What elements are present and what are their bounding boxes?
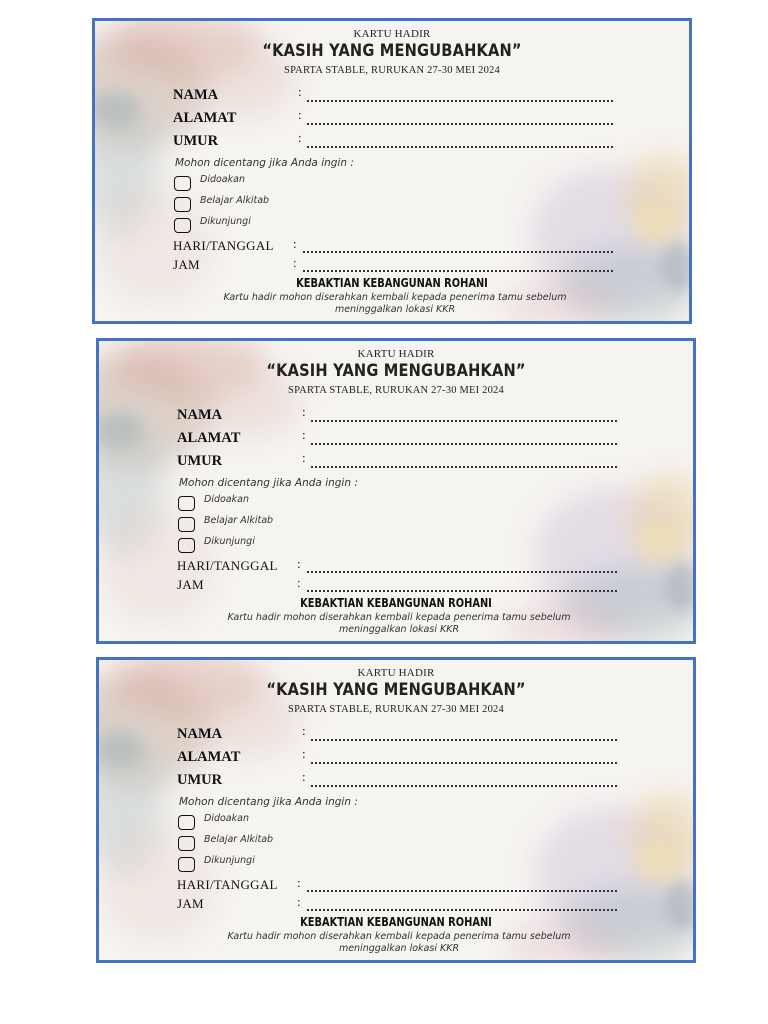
service-name: KEBAKTIAN KEBANGUNAN ROHANI — [300, 915, 492, 929]
name-label: NAMA — [177, 726, 223, 742]
checkbox-instruction: Mohon dicentang jika Anda ingin : — [175, 157, 354, 169]
address-field[interactable] — [173, 107, 613, 130]
day-date-label: HARI/TANGGAL — [173, 238, 274, 253]
field-colon: : — [298, 84, 302, 99]
checkbox-belajar-alkitab[interactable] — [178, 836, 378, 852]
checkbox-label: Dikunjungi — [204, 855, 255, 866]
address-label: ALAMAT — [177, 749, 241, 765]
name-fill-line[interactable] — [311, 739, 617, 741]
address-fill-line[interactable] — [311, 443, 617, 445]
day-date-fill-line[interactable] — [307, 890, 617, 892]
event-title: “KASIH YANG MENGUBAHKAN” — [266, 361, 526, 381]
address-fill-line[interactable] — [311, 762, 617, 764]
time-field[interactable] — [177, 577, 617, 595]
address-field[interactable] — [177, 427, 617, 450]
day-date-field[interactable] — [173, 238, 613, 256]
checkbox-icon[interactable] — [174, 197, 191, 212]
field-colon: : — [297, 575, 301, 590]
card-content — [95, 21, 689, 321]
time-label: JAM — [177, 896, 204, 911]
event-venue-date: SPARTA STABLE, RURUKAN 27-30 MEI 2024 — [288, 704, 504, 715]
age-label: UMUR — [177, 453, 223, 469]
day-date-label: HARI/TANGGAL — [177, 558, 278, 573]
checkbox-icon[interactable] — [178, 836, 195, 851]
checkbox-belajar-alkitab[interactable] — [178, 517, 378, 533]
checkbox-icon[interactable] — [178, 496, 195, 511]
address-label: ALAMAT — [177, 430, 241, 446]
return-note: Kartu hadir mohon diserahkan kembali kepada penerima tamu sebelum meninggalkan lokasi KKR — [227, 931, 571, 954]
checkbox-label: Belajar Alkitab — [204, 515, 274, 526]
name-label: NAMA — [173, 87, 219, 103]
checkbox-label: Belajar Alkitab — [204, 834, 274, 845]
day-date-field[interactable] — [177, 877, 617, 895]
field-colon: : — [297, 875, 301, 890]
event-title: “KASIH YANG MENGUBAHKAN” — [266, 680, 526, 700]
checkbox-label: Belajar Alkitab — [200, 195, 270, 206]
address-fill-line[interactable] — [307, 123, 613, 125]
day-date-label: HARI/TANGGAL — [177, 877, 278, 892]
day-date-fill-line[interactable] — [303, 251, 613, 253]
attendance-card — [96, 338, 696, 644]
field-colon: : — [298, 107, 302, 122]
event-title: “KASIH YANG MENGUBAHKAN” — [262, 41, 522, 61]
age-fill-line[interactable] — [307, 146, 613, 148]
field-colon: : — [302, 769, 306, 784]
name-fill-line[interactable] — [307, 100, 613, 102]
card-type-label: KARTU HADIR — [357, 348, 435, 360]
checkbox-label: Didoakan — [204, 494, 249, 505]
checkbox-dikunjungi[interactable] — [178, 538, 378, 554]
address-field[interactable] — [177, 746, 617, 769]
field-colon: : — [302, 450, 306, 465]
checkbox-instruction: Mohon dicentang jika Anda ingin : — [179, 796, 358, 808]
service-name: KEBAKTIAN KEBANGUNAN ROHANI — [300, 596, 492, 610]
time-fill-line[interactable] — [307, 590, 617, 592]
checkbox-dikunjungi[interactable] — [174, 218, 374, 234]
field-colon: : — [302, 427, 306, 442]
return-note: Kartu hadir mohon diserahkan kembali kepada penerima tamu sebelum meninggalkan lokasi KKR — [227, 612, 571, 635]
checkbox-belajar-alkitab[interactable] — [174, 197, 374, 213]
card-content — [99, 341, 693, 641]
card-type-label: KARTU HADIR — [353, 28, 431, 40]
name-field[interactable] — [173, 84, 613, 107]
checkbox-didoakan[interactable] — [178, 496, 378, 512]
checkbox-icon[interactable] — [178, 815, 195, 830]
checkbox-label: Didoakan — [200, 174, 245, 185]
checkbox-icon[interactable] — [174, 176, 191, 191]
field-colon: : — [302, 746, 306, 761]
checkbox-label: Didoakan — [204, 813, 249, 824]
field-colon: : — [302, 723, 306, 738]
card-type-label: KARTU HADIR — [357, 667, 435, 679]
event-venue-date: SPARTA STABLE, RURUKAN 27-30 MEI 2024 — [288, 385, 504, 396]
attendance-card — [96, 657, 696, 963]
checkbox-icon[interactable] — [178, 857, 195, 872]
field-colon: : — [298, 130, 302, 145]
checkbox-label: Dikunjungi — [200, 216, 251, 227]
service-name: KEBAKTIAN KEBANGUNAN ROHANI — [296, 276, 488, 290]
age-field[interactable] — [177, 450, 617, 473]
address-label: ALAMAT — [173, 110, 237, 126]
checkbox-icon[interactable] — [178, 538, 195, 553]
time-fill-line[interactable] — [307, 909, 617, 911]
field-colon: : — [297, 894, 301, 909]
time-fill-line[interactable] — [303, 270, 613, 272]
name-field[interactable] — [177, 404, 617, 427]
day-date-field[interactable] — [177, 558, 617, 576]
field-colon: : — [293, 236, 297, 251]
checkbox-label: Dikunjungi — [204, 536, 255, 547]
name-label: NAMA — [177, 407, 223, 423]
time-field[interactable] — [177, 896, 617, 914]
age-field[interactable] — [177, 769, 617, 792]
event-venue-date: SPARTA STABLE, RURUKAN 27-30 MEI 2024 — [284, 65, 500, 76]
checkbox-dikunjungi[interactable] — [178, 857, 378, 873]
checkbox-icon[interactable] — [178, 517, 195, 532]
field-colon: : — [297, 556, 301, 571]
age-fill-line[interactable] — [311, 466, 617, 468]
age-label: UMUR — [173, 133, 219, 149]
field-colon: : — [302, 404, 306, 419]
checkbox-didoakan[interactable] — [178, 815, 378, 831]
checkbox-icon[interactable] — [174, 218, 191, 233]
time-label: JAM — [177, 577, 204, 592]
checkbox-didoakan[interactable] — [174, 176, 374, 192]
time-field[interactable] — [173, 257, 613, 275]
time-label: JAM — [173, 257, 200, 272]
return-note: Kartu hadir mohon diserahkan kembali kepada penerima tamu sebelum meninggalkan lokasi KKR — [223, 292, 567, 315]
checkbox-instruction: Mohon dicentang jika Anda ingin : — [179, 477, 358, 489]
field-colon: : — [293, 255, 297, 270]
attendance-card — [92, 18, 692, 324]
age-field[interactable] — [173, 130, 613, 153]
name-fill-line[interactable] — [311, 420, 617, 422]
name-field[interactable] — [177, 723, 617, 746]
age-fill-line[interactable] — [311, 785, 617, 787]
day-date-fill-line[interactable] — [307, 571, 617, 573]
card-content — [99, 660, 693, 960]
age-label: UMUR — [177, 772, 223, 788]
